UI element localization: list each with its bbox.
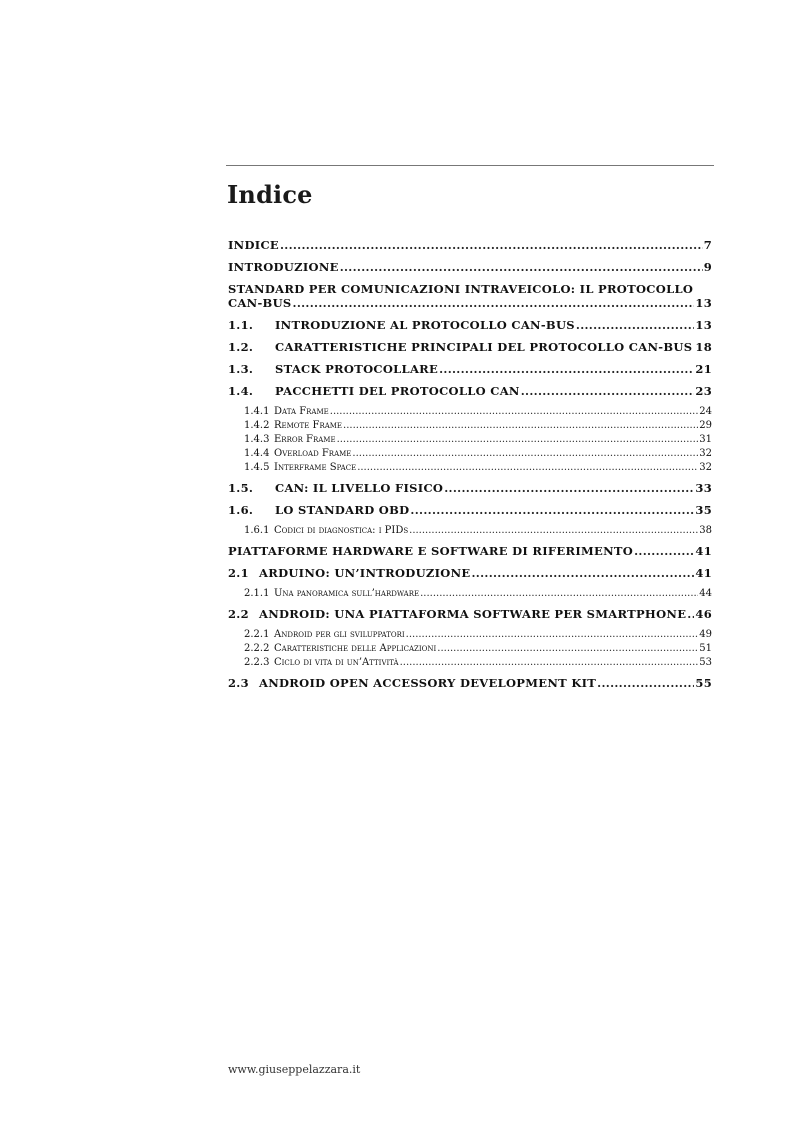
toc-entry-label-continued: CAN-BUS xyxy=(228,296,292,310)
toc-entry-label: LO STANDARD OBD xyxy=(275,503,410,517)
section-number: 1.5. xyxy=(228,481,254,495)
toc-entry-piattaforme[interactable] xyxy=(228,544,712,558)
toc-entry-1-6-1[interactable] xyxy=(228,525,712,536)
toc-entry-label: CAN: IL LIVELLO FISICO xyxy=(275,481,444,495)
toc-page-number: 13 xyxy=(695,296,712,310)
toc-entry-label: CARATTERISTICHE PRINCIPALI DEL PROTOCOLLO CAN-BUS xyxy=(275,340,693,354)
leader-dots xyxy=(410,503,694,517)
section-number: 1.4.4 xyxy=(244,448,270,459)
toc-entry-label: INDICE xyxy=(228,238,279,252)
toc-page-number: 23 xyxy=(695,384,712,398)
toc-entry-label: Overload Frame xyxy=(274,448,352,459)
toc-page-number: 38 xyxy=(699,525,712,536)
toc-page-number: 31 xyxy=(699,434,712,445)
toc-page-number: 41 xyxy=(695,566,712,580)
toc-page-number: 41 xyxy=(695,544,712,558)
toc-entry-label: ANDROID: UNA PIATTAFORMA SOFTWARE PER SMARTPHONE xyxy=(259,607,687,621)
toc-entry-1-4-2[interactable] xyxy=(228,420,712,431)
page-title: Indice xyxy=(227,180,313,209)
section-number: 1.3. xyxy=(228,362,254,376)
toc-entry-1-3[interactable] xyxy=(228,362,712,376)
toc-entry-label: ARDUINO: UN’INTRODUZIONE xyxy=(259,566,471,580)
toc-entry-introduzione[interactable] xyxy=(228,260,712,274)
toc-entry-label: Interframe Space xyxy=(274,462,357,473)
section-number: 1.6. xyxy=(228,503,254,517)
leader-dots xyxy=(687,607,694,621)
toc-page-number: 13 xyxy=(695,318,712,332)
toc-page-number: 51 xyxy=(699,643,712,654)
toc-entry-standard[interactable] xyxy=(228,282,712,310)
toc-page-number: 46 xyxy=(695,607,712,621)
toc-entry-2-2[interactable] xyxy=(228,607,712,621)
toc-entry-1-4[interactable] xyxy=(228,384,712,398)
toc-entry-1-4-1[interactable] xyxy=(228,406,712,417)
toc-entry-label: Caratteristiche delle Applicazioni xyxy=(274,643,437,654)
section-number: 1.4.3 xyxy=(244,434,270,445)
leader-dots xyxy=(406,629,699,640)
toc-entry-2-1-1[interactable] xyxy=(228,588,712,599)
toc-page-number: 32 xyxy=(699,448,712,459)
toc-entry-label: PACCHETTI DEL PROTOCOLLO CAN xyxy=(275,384,520,398)
toc-entry-1-5[interactable] xyxy=(228,481,712,495)
section-number: 2.3 xyxy=(228,676,249,690)
toc-entry-label: Una panoramica sull’hardware xyxy=(274,588,420,599)
toc-page-number: 44 xyxy=(699,588,712,599)
leader-dots xyxy=(357,462,698,473)
toc-entry-2-1[interactable] xyxy=(228,566,712,580)
toc-entry-label: INTRODUZIONE xyxy=(228,260,339,274)
section-number: 1.2. xyxy=(228,340,254,354)
toc-entry-label: STACK PROTOCOLLARE xyxy=(275,362,439,376)
toc-entry-label: Error Frame xyxy=(274,434,336,445)
toc-entry-label: Android per gli sviluppatori xyxy=(274,629,405,640)
toc-entry-label: Ciclo di vita di un’Attività xyxy=(274,657,399,668)
leader-dots xyxy=(420,588,698,599)
leader-dots xyxy=(444,481,694,495)
toc-entry-label: ANDROID OPEN ACCESSORY DEVELOPMENT KIT xyxy=(259,676,597,690)
toc-page-number: 9 xyxy=(703,260,712,274)
toc-entry-label: Remote Frame xyxy=(274,420,343,431)
section-number: 2.2.1 xyxy=(244,629,270,640)
leader-dots xyxy=(409,525,698,536)
leader-dots xyxy=(693,340,694,354)
toc-entry-2-3[interactable] xyxy=(228,676,712,690)
leader-dots xyxy=(437,643,698,654)
section-number: 1.4. xyxy=(228,384,254,398)
toc-entry-1-2[interactable] xyxy=(228,340,712,354)
toc-entry-label: Data Frame xyxy=(274,406,329,417)
toc-entry-label: Codici di diagnostica: i PIDs xyxy=(274,525,409,536)
leader-dots xyxy=(293,296,695,310)
toc-entry-1-4-4[interactable] xyxy=(228,448,712,459)
toc-page-number: 18 xyxy=(695,340,712,354)
footer-website: www.giuseppelazzara.it xyxy=(228,1063,361,1076)
toc-page-number: 53 xyxy=(699,657,712,668)
section-number: 2.2.3 xyxy=(244,657,270,668)
leader-dots xyxy=(340,260,703,274)
table-of-contents xyxy=(228,236,712,690)
toc-page-number: 33 xyxy=(695,481,712,495)
leader-dots xyxy=(352,448,698,459)
leader-dots xyxy=(597,676,694,690)
toc-entry-2-2-2[interactable] xyxy=(228,643,712,654)
section-number: 1.4.2 xyxy=(244,420,270,431)
toc-page-number: 7 xyxy=(703,238,712,252)
section-number: 2.1 xyxy=(228,566,249,580)
toc-page-number: 24 xyxy=(699,406,712,417)
header-rule xyxy=(226,165,714,166)
toc-entry-1-4-3[interactable] xyxy=(228,434,712,445)
leader-dots xyxy=(634,544,694,558)
section-number: 2.2 xyxy=(228,607,249,621)
toc-page-number: 21 xyxy=(695,362,712,376)
toc-entry-label: STANDARD PER COMUNICAZIONI INTRAVEICOLO: IL PROTOCOLLO xyxy=(228,282,694,296)
leader-dots xyxy=(280,238,703,252)
section-number: 2.2.2 xyxy=(244,643,270,654)
leader-dots xyxy=(330,406,699,417)
toc-entry-2-2-3[interactable] xyxy=(228,657,712,668)
toc-entry-label: INTRODUZIONE AL PROTOCOLLO CAN-BUS xyxy=(275,318,575,332)
toc-page-number: 32 xyxy=(699,462,712,473)
leader-dots xyxy=(576,318,695,332)
toc-entry-1-4-5[interactable] xyxy=(228,462,712,473)
leader-dots xyxy=(521,384,695,398)
toc-entry-indice[interactable] xyxy=(228,238,712,252)
toc-entry-2-2-1[interactable] xyxy=(228,629,712,640)
section-number: 1.6.1 xyxy=(244,525,270,536)
toc-page-number: 29 xyxy=(699,420,712,431)
leader-dots xyxy=(337,434,699,445)
section-number: 1.4.5 xyxy=(244,462,270,473)
toc-entry-1-6[interactable] xyxy=(228,503,712,517)
leader-dots xyxy=(439,362,694,376)
toc-page-number: 55 xyxy=(695,676,712,690)
toc-page-number: 35 xyxy=(695,503,712,517)
leader-dots xyxy=(400,657,699,668)
toc-entry-1-1[interactable] xyxy=(228,318,712,332)
section-number: 2.1.1 xyxy=(244,588,270,599)
toc-page-number: 49 xyxy=(699,629,712,640)
leader-dots xyxy=(343,420,698,431)
toc-entry-label: PIATTAFORME HARDWARE E SOFTWARE DI RIFERIMENTO xyxy=(228,544,634,558)
leader-dots xyxy=(471,566,694,580)
section-number: 1.1. xyxy=(228,318,254,332)
section-number: 1.4.1 xyxy=(244,406,270,417)
